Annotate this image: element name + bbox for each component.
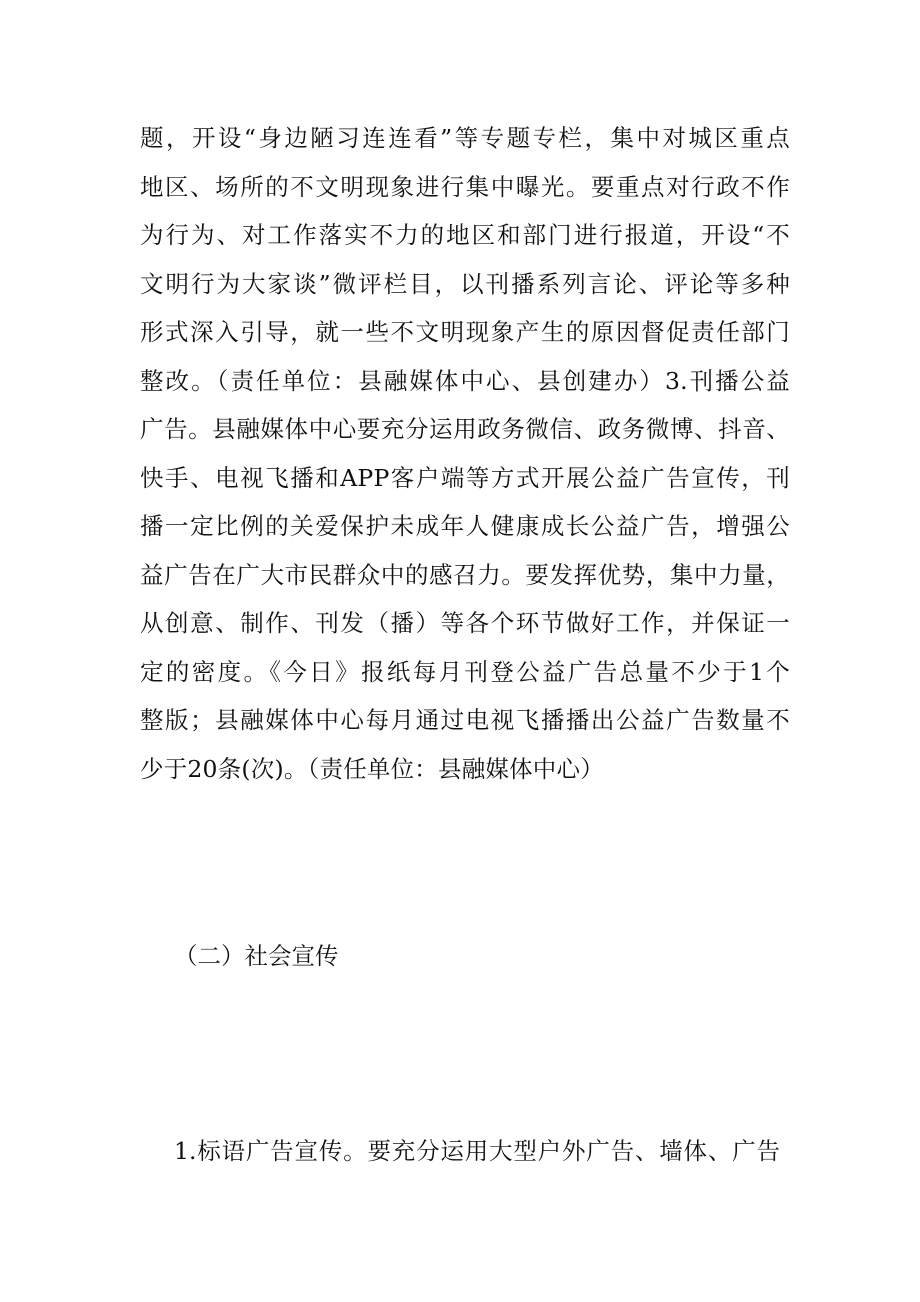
paragraph-line: 广告。县融媒体中心要充分运用政务微信、政务微博、抖音、 — [140, 415, 790, 443]
paragraph-line: 整版；县融媒体中心每月通过电视飞播播出公益广告数量不 — [140, 706, 790, 734]
paragraph-line: 整改。（责任单位：县融媒体中心、县创建办）3.刊播公益 — [140, 366, 790, 395]
body-paragraph — [140, 114, 790, 793]
paragraph-line: 地区、场所的不文明现象进行集中曝光。要重点对行政不作 — [140, 172, 790, 201]
paragraph-line: 为行为、对工作落实不力的地区和部门进行报道，开设“不 — [140, 221, 790, 249]
paragraph-line: 益广告在广大市民群众中的感召力。要发挥优势，集中力量， — [140, 560, 790, 589]
paragraph-line: 从创意、制作、刊发（播）等各个环节做好工作，并保证一 — [140, 609, 790, 637]
paragraph-line: 题，开设“身边陋习连连看”等专题专栏，集中对城区重点 — [140, 124, 790, 152]
paragraph-line: 文明行为大家谈”微评栏目，以刊播系列言论、评论等多种 — [140, 269, 790, 298]
paragraph-line: 播一定比例的关爱保护未成年人健康成长公益广告，增强公 — [140, 512, 790, 540]
section-paragraph: 1.标语广告宣传。要充分运用大型户外广告、墙体、广告 — [174, 1137, 780, 1165]
section-heading: （二）社会宣传 — [174, 942, 339, 970]
paragraph-line: 少于20条(次)。（责任单位：县融媒体中心） — [140, 754, 604, 783]
paragraph-line: 形式深入引导，就一些不文明现象产生的原因督促责任部门 — [140, 318, 790, 346]
paragraph-line: 快手、电视飞播和APP客户端等方式开展公益广告宣传，刊 — [140, 463, 790, 492]
paragraph-line: 定的密度。《今日》报纸每月刊登公益广告总量不少于1个 — [140, 657, 790, 686]
